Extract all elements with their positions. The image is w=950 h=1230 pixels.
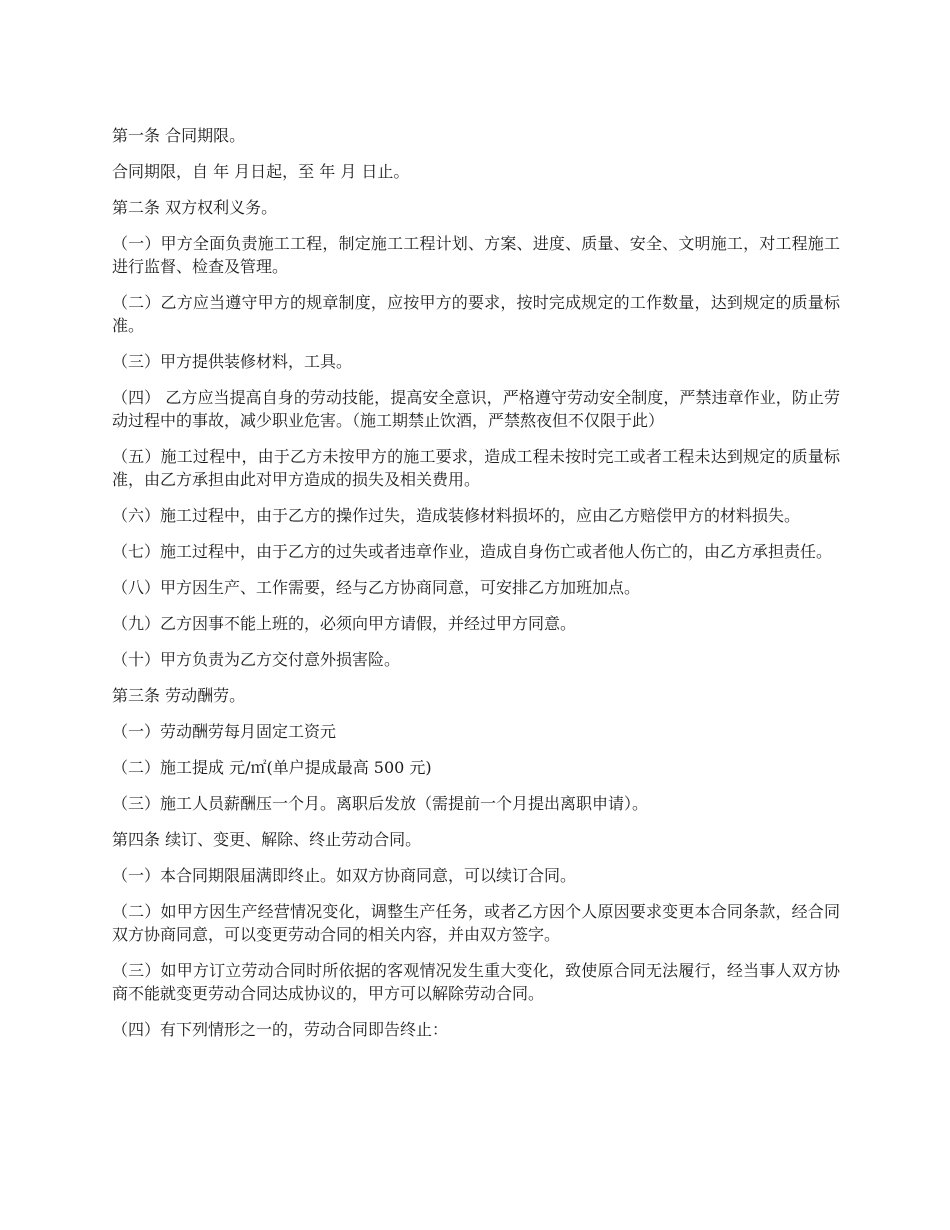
- document-page: [112, 124, 840, 1054]
- clause-3-item-3: （三）施工人员薪酬压一个月。离职后发放（需提前一个月提出离职申请）。: [112, 794, 649, 813]
- clause-2-item-10: （十）甲方负责为乙方交付意外损害险。: [112, 650, 401, 669]
- clause-1-heading: 第一条 合同期限。: [112, 126, 246, 145]
- clause-4-item-4: （四）有下列情形之一的，劳动合同即告终止：: [112, 1020, 449, 1039]
- clause-4-item-1: （一）本合同期限届满即终止。如双方协商同意，可以续订合同。: [112, 866, 577, 885]
- clause-3-heading: 第三条 劳动酬劳。: [112, 686, 246, 705]
- clause-2-item-8: （八）甲方因生产、工作需要，经与乙方协商同意，可安排乙方加班加点。: [112, 578, 641, 597]
- clause-4-item-2: （二）如甲方因生产经营情况变化，调整生产任务，或者乙方因个人原因要求变更本合同条款，经合同双方协商同意，可以变更劳动合同的相关内容，并由双方签字。: [112, 902, 840, 944]
- contract-term-text: 合同期限，自 年 月日起，至 年 月 日止。: [112, 162, 410, 181]
- clause-3-item-2: （二）施工提成 元/㎡(单户提成最高 500 元): [112, 758, 432, 777]
- clause-2-item-5: （五）施工过程中，由于乙方未按甲方的施工要求，造成工程未按时完工或者工程未达到规定的质量标准，由乙方承担由此对甲方造成的损失及相关费用。: [112, 447, 840, 489]
- clause-2-item-3: （三）甲方提供装修材料，工具。: [112, 352, 353, 371]
- clause-4-item-3: （三）如甲方订立劳动合同时所依据的客观情况发生重大变化，致使原合同无法履行，经当事人双方协商不能就变更劳动合同达成协议的，甲方可以解除劳动合同。: [112, 961, 840, 1003]
- clause-2-item-7: （七）施工过程中，由于乙方的过失或者违章作业，造成自身伤亡或者他人伤亡的，由乙方承担责任。: [112, 542, 833, 561]
- clause-2-item-1: （一）甲方全面负责施工工程，制定施工工程计划、方案、进度、质量、安全、文明施工，对工程施工进行监督、检查及管理。: [112, 234, 840, 276]
- clause-4-heading: 第四条 续订、变更、解除、终止劳动合同。: [112, 830, 422, 849]
- clause-2-item-2: （二）乙方应当遵守甲方的规章制度，应按甲方的要求，按时完成规定的工作数量，达到规定的质量标准。: [112, 293, 840, 335]
- clause-2-item-9: （九）乙方因事不能上班的，必须向甲方请假，并经过甲方同意。: [112, 614, 577, 633]
- clause-2-item-6: （六）施工过程中，由于乙方的操作过失，造成装修材料损坏的，应由乙方赔偿甲方的材料损失。: [112, 506, 801, 525]
- clause-2-item-4: （四） 乙方应当提高自身的劳动技能，提高安全意识，严格遵守劳动安全制度，严禁违章作业，防止劳动过程中的事故，减少职业危害。（施工期禁止饮酒，严禁熬夜但不仅限于此）: [112, 388, 840, 430]
- clause-2-heading: 第二条 双方权利义务。: [112, 198, 278, 217]
- clause-3-item-1: （一）劳动酬劳每月固定工资元: [112, 722, 337, 741]
